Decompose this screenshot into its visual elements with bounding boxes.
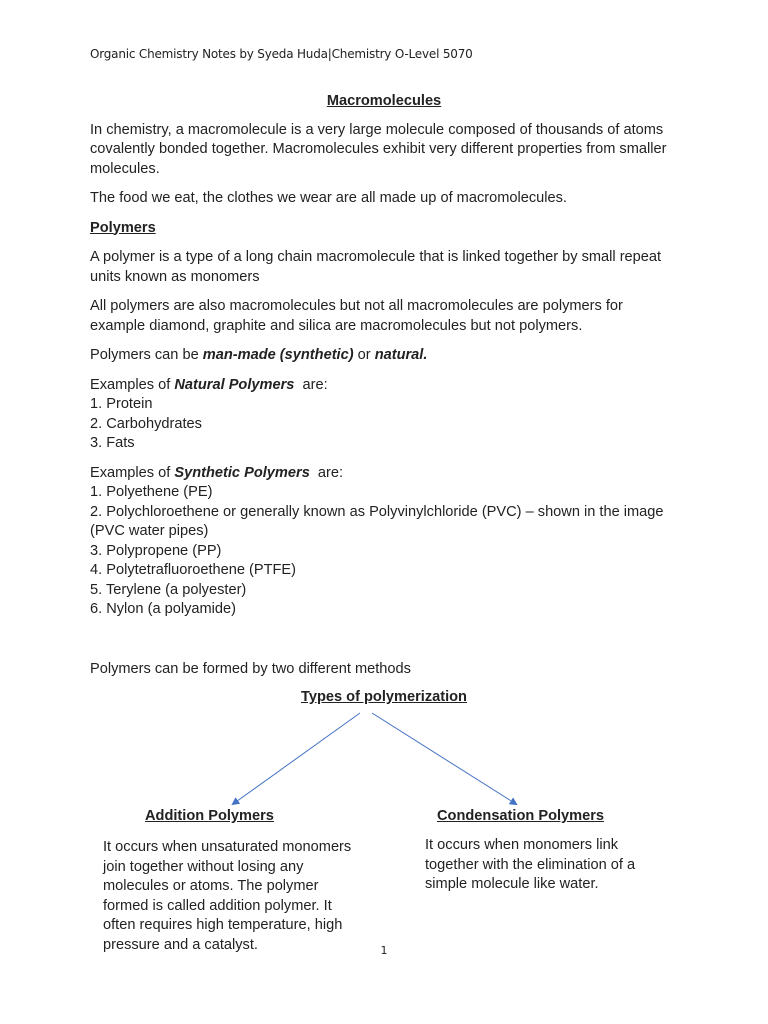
page-title: Macromolecules — [326, 93, 442, 109]
condensation-polymers-text: It occurs when monomers link together with the elimination of a simple molecule like water. — [425, 837, 636, 892]
natural-polymers-list — [90, 376, 680, 454]
addition-polymers-title: Addition Polymers — [145, 808, 274, 824]
polymers-heading: Polymers — [90, 219, 156, 236]
list-item: 5. Terylene (a polyester) — [90, 581, 247, 598]
list-item: 1. Protein — [90, 396, 153, 412]
synthetic-polymers-list — [90, 464, 680, 620]
polymer-types-sentence — [90, 346, 680, 366]
main-content — [90, 92, 680, 630]
arrow-to-condensation — [372, 713, 516, 804]
arrow-to-addition — [233, 713, 360, 804]
methods-sentence: Polymers can be formed by two different methods — [90, 661, 411, 677]
natural-term: natural. — [374, 347, 428, 363]
natural-intro-suffix: are: — [294, 376, 328, 393]
list-item: 3. Fats — [90, 435, 135, 451]
synthetic-polymers-label: Synthetic Polymers — [174, 464, 310, 481]
list-item: 3. Polypropene (PP) — [90, 542, 222, 559]
intro-paragraph-1: In chemistry, a macromolecule is a very large molecule composed of thousands of atoms covalently bonded together. Macromolecules exhibit very different properties from smaller molecules. — [90, 121, 667, 177]
addition-polymers-text: It occurs when unsaturated monomers join together without losing any molecules or atoms. The polymer formed is called addition polymer. It often requires high temperature, high pressure and a catalyst. — [103, 839, 352, 953]
list-item: 2. Carbohydrates — [90, 415, 202, 432]
page-header: Organic Chemistry Notes by Syeda Huda|Chemistry O-Level 5070 — [90, 47, 473, 61]
natural-polymers-label: Natural Polymers — [174, 376, 295, 393]
natural-intro-prefix: Examples of — [90, 376, 175, 393]
intro-paragraph-2: The food we eat, the clothes we wear are all made up of macromolecules. — [90, 190, 567, 206]
types-of-polymerization-title: Types of polymerization — [301, 689, 467, 705]
polymer-macromolecule-note: All polymers are also macromolecules but not all macromolecules are polymers for example diamond, graphite and silica are macromolecules but not polymers. — [90, 298, 623, 334]
synthetic-intro-suffix: are: — [309, 464, 344, 481]
synthetic-term: man-made (synthetic) — [202, 347, 354, 363]
list-item: 4. Polytetrafluoroethene (PTFE) — [90, 562, 297, 578]
natural-list-intro — [90, 376, 680, 396]
condensation-polymers-title: Condensation Polymers — [437, 808, 605, 824]
list-item: 1. Polyethene (PE) — [90, 484, 213, 500]
synthetic-intro-prefix: Examples of — [90, 464, 175, 481]
synthetic-list-intro — [90, 464, 680, 484]
list-item: 6. Nylon (a polyamide) — [90, 601, 237, 617]
page-number: 1 — [380, 944, 388, 957]
sentence-or: or — [353, 347, 375, 363]
polymer-definition: A polymer is a type of a long chain macromolecule that is linked together by small repeat units known as monomers — [90, 249, 662, 285]
sentence-prefix: Polymers can be — [90, 347, 203, 363]
list-item: 2. Polychloroethene or generally known as Polyvinylchloride (PVC) – shown in the image (PVC water pipes) — [90, 503, 664, 539]
